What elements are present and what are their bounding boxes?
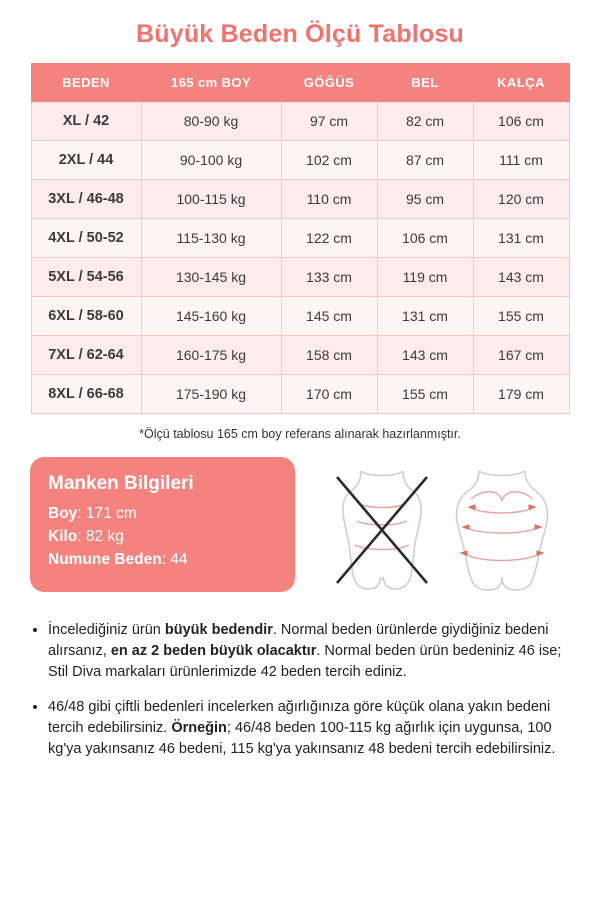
column-header-gogus: GÖĞÜS xyxy=(281,64,377,102)
model-info-label: Numune Beden xyxy=(48,551,162,568)
note-emphasis: en az 2 beden büyük olacaktır xyxy=(110,643,317,660)
table-row xyxy=(31,375,569,414)
cell-measurement: 143 cm xyxy=(473,258,569,297)
table-header-row xyxy=(31,64,569,102)
cell-measurement: 131 cm xyxy=(473,219,569,258)
page-title: Büyük Beden Ölçü Tablosu xyxy=(136,20,464,48)
table-row xyxy=(31,102,569,141)
note-text: . Normal beden ürün bedeniniz 46 ise; Stil Diva markaları ürünlerimizde 42 beden tercih ediniz. xyxy=(48,643,562,681)
cell-measurement: 111 cm xyxy=(473,141,569,180)
cell-measurement: 145 cm xyxy=(281,297,377,336)
plus-size-body-measure-figure xyxy=(447,463,557,598)
cell-measurement: 97 cm xyxy=(281,102,377,141)
note-text: 46/48 gibi çiftli bedenleri incelerken ağırlığınıza göre küçük olana yakın bedeni tercih edebilirsiniz. xyxy=(48,699,551,737)
table-row xyxy=(31,219,569,258)
model-info-label: Kilo xyxy=(48,528,78,545)
column-header-beden: BEDEN xyxy=(31,64,141,102)
crossed-out-slim-body-figure xyxy=(327,463,437,598)
cell-measurement: 158 cm xyxy=(281,336,377,375)
cell-measurement: 155 cm xyxy=(377,375,473,414)
model-info-row xyxy=(48,505,277,523)
size-chart-table xyxy=(31,63,570,414)
body-figures xyxy=(313,457,570,598)
cell-size-label: XL / 42 xyxy=(31,102,141,141)
model-info-card xyxy=(30,457,295,592)
cell-measurement: 115-130 kg xyxy=(141,219,281,258)
cell-measurement: 133 cm xyxy=(281,258,377,297)
cell-measurement: 119 cm xyxy=(377,258,473,297)
cell-size-label: 3XL / 46-48 xyxy=(31,180,141,219)
size-guide-notes xyxy=(28,620,572,760)
model-info-row xyxy=(48,528,277,546)
cell-measurement: 130-145 kg xyxy=(141,258,281,297)
model-info-value: : 82 kg xyxy=(77,528,124,545)
table-row xyxy=(31,297,569,336)
cell-measurement: 131 cm xyxy=(377,297,473,336)
note-emphasis: büyük bedendir xyxy=(164,622,273,638)
cell-measurement: 80-90 kg xyxy=(141,102,281,141)
cell-measurement: 102 cm xyxy=(281,141,377,180)
column-header-bel: BEL xyxy=(377,64,473,102)
cell-size-label: 5XL / 54-56 xyxy=(31,258,141,297)
cell-measurement: 95 cm xyxy=(377,180,473,219)
note-list-item xyxy=(48,620,572,683)
model-info-heading: Manken Bilgileri xyxy=(48,473,194,494)
model-info-value: : 44 xyxy=(161,551,188,568)
column-header-kalca: KALÇA xyxy=(473,64,569,102)
cell-measurement: 87 cm xyxy=(377,141,473,180)
cell-measurement: 143 cm xyxy=(377,336,473,375)
cell-measurement: 90-100 kg xyxy=(141,141,281,180)
column-header-boy: 165 cm BOY xyxy=(141,64,281,102)
table-row xyxy=(31,180,569,219)
table-row xyxy=(31,141,569,180)
cell-measurement: 110 cm xyxy=(281,180,377,219)
reference-note: *Ölçü tablosu 165 cm boy referans alınarak hazırlanmıştır. xyxy=(139,427,461,441)
cell-measurement: 167 cm xyxy=(473,336,569,375)
model-and-figures xyxy=(30,457,570,598)
table-row xyxy=(31,336,569,375)
model-info-label: Boy xyxy=(48,505,78,522)
cell-size-label: 2XL / 44 xyxy=(31,141,141,180)
cell-measurement: 179 cm xyxy=(473,375,569,414)
cell-measurement: 100-115 kg xyxy=(141,180,281,219)
cell-measurement: 106 cm xyxy=(377,219,473,258)
cell-measurement: 160-175 kg xyxy=(141,336,281,375)
cell-measurement: 122 cm xyxy=(281,219,377,258)
cell-measurement: 170 cm xyxy=(281,375,377,414)
cell-size-label: 6XL / 58-60 xyxy=(31,297,141,336)
cell-size-label: 8XL / 66-68 xyxy=(31,375,141,414)
note-text: . Normal beden ürünlerde giydiğiniz bedeni alırsanız, xyxy=(48,622,549,660)
cell-measurement: 82 cm xyxy=(377,102,473,141)
cell-measurement: 145-160 kg xyxy=(141,297,281,336)
note-text: ; 46/48 beden 100-115 kg ağırlık için uygunsa, 100 kg'ya yakınsanız 46 bedeni, 115 kg'ya yakınsanız 48 bedeni tercih edebilirsiniz. xyxy=(48,720,556,758)
cell-size-label: 7XL / 62-64 xyxy=(31,336,141,375)
cell-measurement: 175-190 kg xyxy=(141,375,281,414)
note-emphasis: Örneğin xyxy=(171,720,227,737)
cell-measurement: 155 cm xyxy=(473,297,569,336)
cell-measurement: 120 cm xyxy=(473,180,569,219)
note-text: İncelediğiniz ürün xyxy=(48,622,165,638)
table-row xyxy=(31,258,569,297)
cell-size-label: 4XL / 50-52 xyxy=(31,219,141,258)
cell-measurement: 106 cm xyxy=(473,102,569,141)
model-info-value: : 171 cm xyxy=(77,505,137,522)
model-info-row xyxy=(48,551,277,569)
note-list-item xyxy=(48,697,572,760)
